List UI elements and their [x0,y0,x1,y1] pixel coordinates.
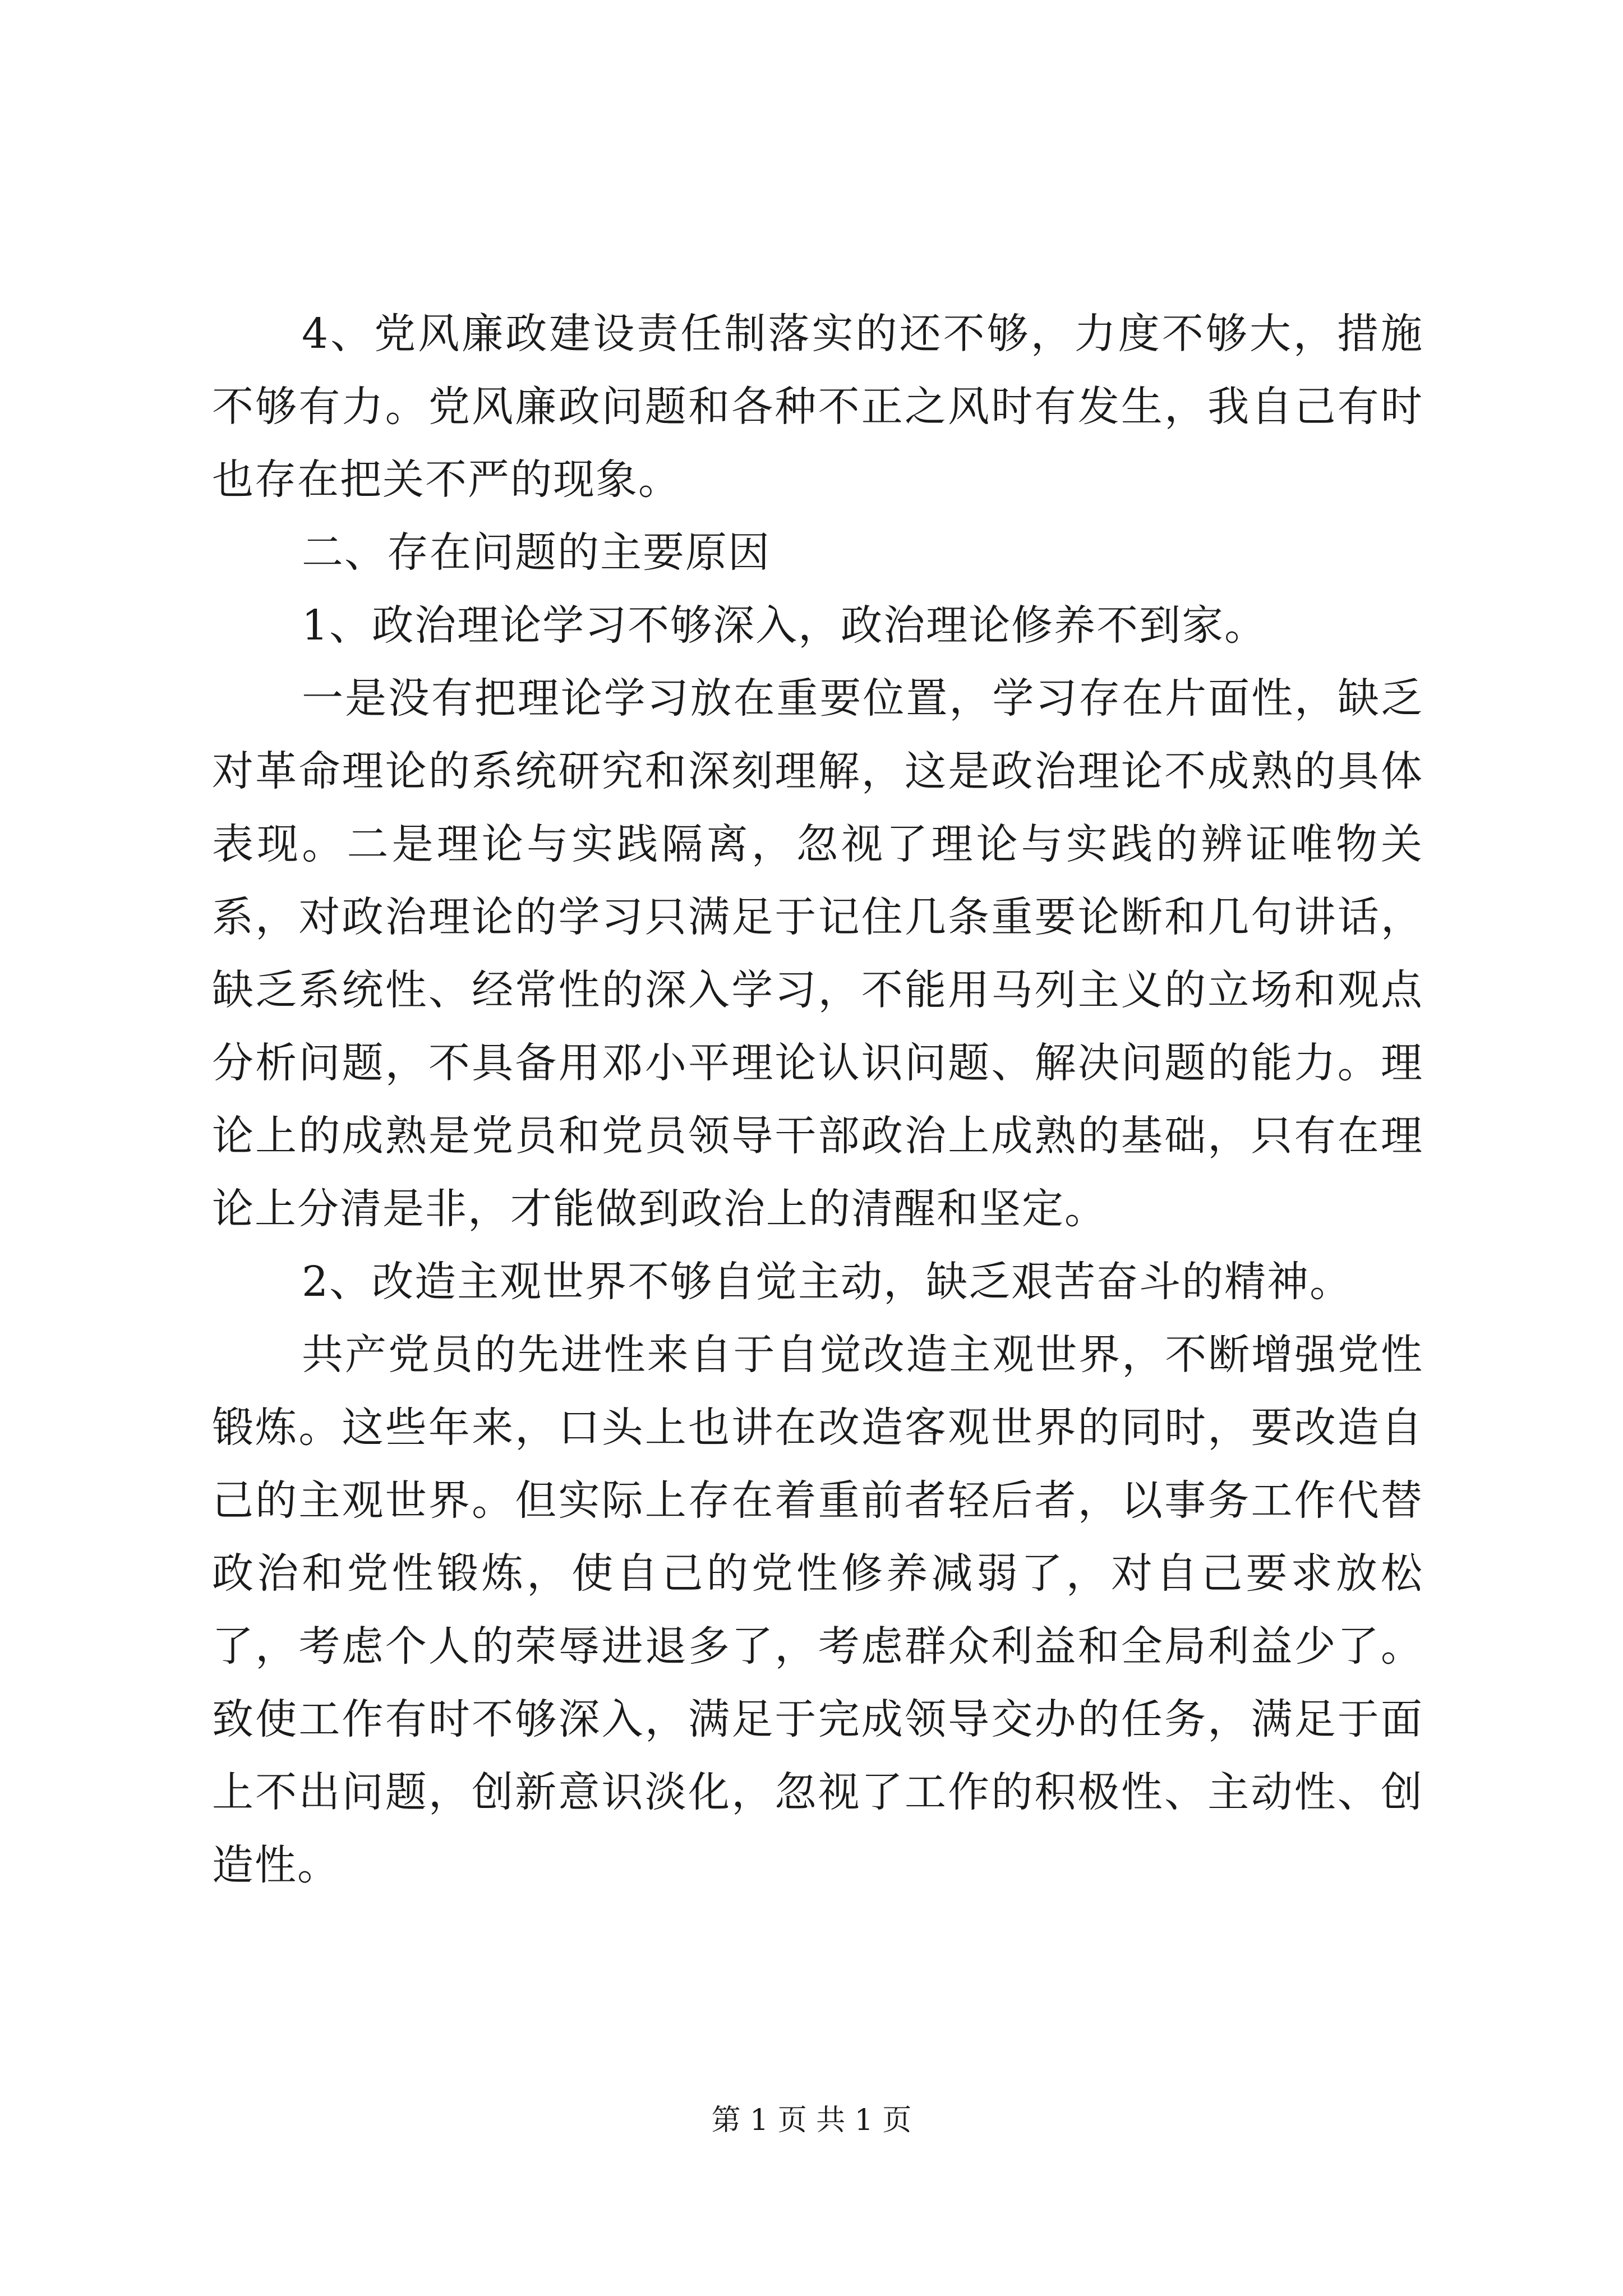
section-heading-main-causes: 二、存在问题的主要原因 [302,528,771,577]
paragraph-theory-study-detail: 一是没有把理论学习放在重要位置，学习存在片面性，缺乏对革命理论的系统研究和深刻理解，这是政治理论不成熟的具体表现。二是理论与实践隔离，忽视了理论与实践的辨证唯物关系，对政治理论的学习只满足于记住几条重要论断和几句讲话，缺乏系统性、经常性的深入学习，不能用马列主义的立场和观点分析问题，不具备用邓小平理论认识问题、解决问题的能力。理论上的成熟是党员和党员领导干部政治上成熟的基础，只有在理论上分清是非，才能做到政治上的清醒和坚定。 [212,674,1423,1233]
paragraph-responsibility-system: 4、党风廉政建设责任制落实的还不够，力度不够大，措施不够有力。党风廉政问题和各种不正之风时有发生，我自己有时也存在把关不严的现象。 [212,310,1423,504]
page-footer: 第 1 页 共 1 页 [711,2104,912,2137]
paragraph-subjective-world-heading: 2、改造主观世界不够自觉主动，缺乏艰苦奋斗的精神。 [302,1258,1353,1306]
paragraph-theory-study-heading: 1、政治理论学习不够深入，政治理论修养不到家。 [302,601,1267,650]
paragraph-subjective-world-detail: 共产党员的先进性来自于自觉改造主观世界，不断增强党性锻炼。这些年来，口头上也讲在改造客观世界的同时，要改造自己的主观世界。但实际上存在着重前者轻后者，以事务工作代替政治和党性锻炼，使自己的党性修养减弱了，对自己要求放松了，考虑个人的荣辱进退多了，考虑群众利益和全局利益少了。致使工作有时不够深入，满足于完成领导交办的任务，满足于面上不出问题，创新意识淡化，忽视了工作的积极性、主动性、创造性。 [212,1331,1423,1889]
document-body [212,297,1423,1902]
